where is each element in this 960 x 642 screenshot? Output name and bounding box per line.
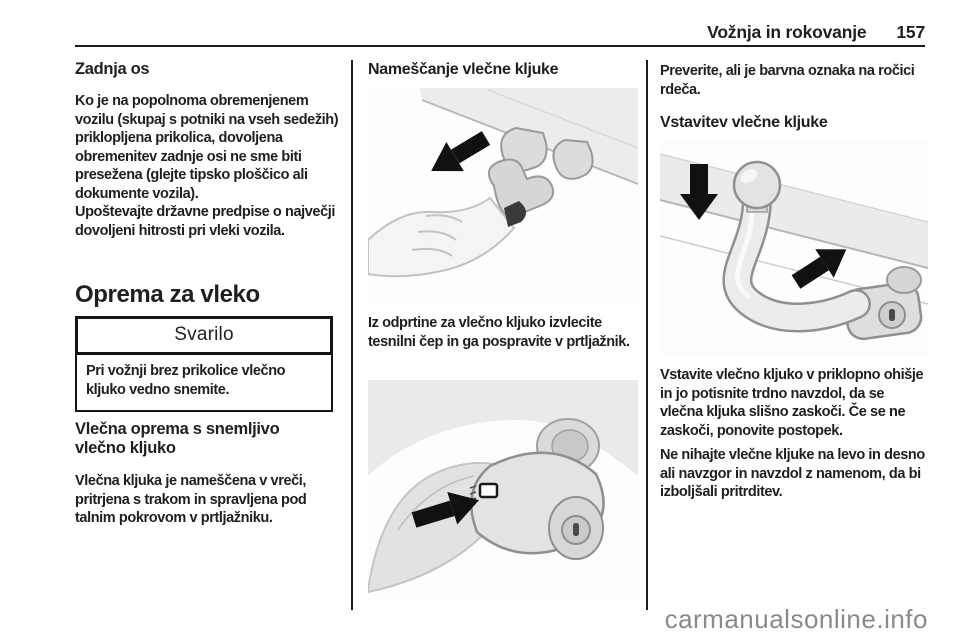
page-header-title: Vožnja in rokovanje [707,22,867,42]
paragraph-speed-regulations: Upoštevajte državne predpise o največji dovoljeni hitrosti pri vleki vozila. [75,204,335,239]
paragraph-do-not-sway: Ne nihajte vlečne kljuke na levo in desno ali navzgor in navzdol z namenom, da bi izboljšali pritrditev. [660,447,925,500]
heading-namescanje: Nameščanje vlečne kljuke [368,61,559,78]
keyhole-icon [889,309,895,321]
heading-vstavitev: Vstavitev vlečne kljuke [660,114,828,131]
warning-box-title: Svarilo [75,316,333,355]
column-divider-left [351,60,353,610]
figure-receiver-housing [368,380,638,602]
header-rule [75,45,925,47]
paragraph-hook-storage: Vlečna kljuka je nameščena v vreči, pritrjena s trakom in spravljena pod talnim pokrovom v prtljažniku. [75,473,307,526]
heading-oprema-za-vleko: Oprema za vleko [75,281,260,308]
watermark-text: carmanualsonline.info [664,604,928,634]
paragraph-rear-axle-load: Ko je na popolnoma obremenjenem vozilu (skupaj s potniki na vseh sedežih) priklopljena prikolica, dovoljena obremenitev zadnje osi ne sme biti presežena (glejte tipsko ploščico ali dokumente vozila). [75,93,339,202]
column-divider-right [646,60,648,610]
heading-zadnja-os: Zadnja os [75,60,150,78]
paragraph-remove-plug: Iz odprtine za vlečno kljuko izvlecite tesnilni čep in ga pospravite v prtljažnik. [368,315,630,350]
warning-box [75,316,333,412]
page-header [707,22,925,43]
page-number: 157 [896,22,925,42]
paragraph-insert-hook: Vstavite vlečno kljuko v priklopno ohišje in jo potisnite trdno navzdol, da se vlečna kljuka slišno zaskoči. Če se ne zaskoči, ponovite postopek. [660,367,924,439]
keyhole-icon [573,523,579,536]
paragraph-check-marker: Preverite, ali je barvna oznaka na ročici rdeča. [660,63,915,98]
figure-insert-tow-hook [660,140,928,355]
figure-remove-sealing-plug [368,88,638,303]
heading-vlecna-oprema: Vlečna oprema s snemljivo vlečno kljuko [75,420,280,457]
warning-box-text: Pri vožnji brez prikolice vlečno kljuko vedno snemite. [75,353,333,412]
